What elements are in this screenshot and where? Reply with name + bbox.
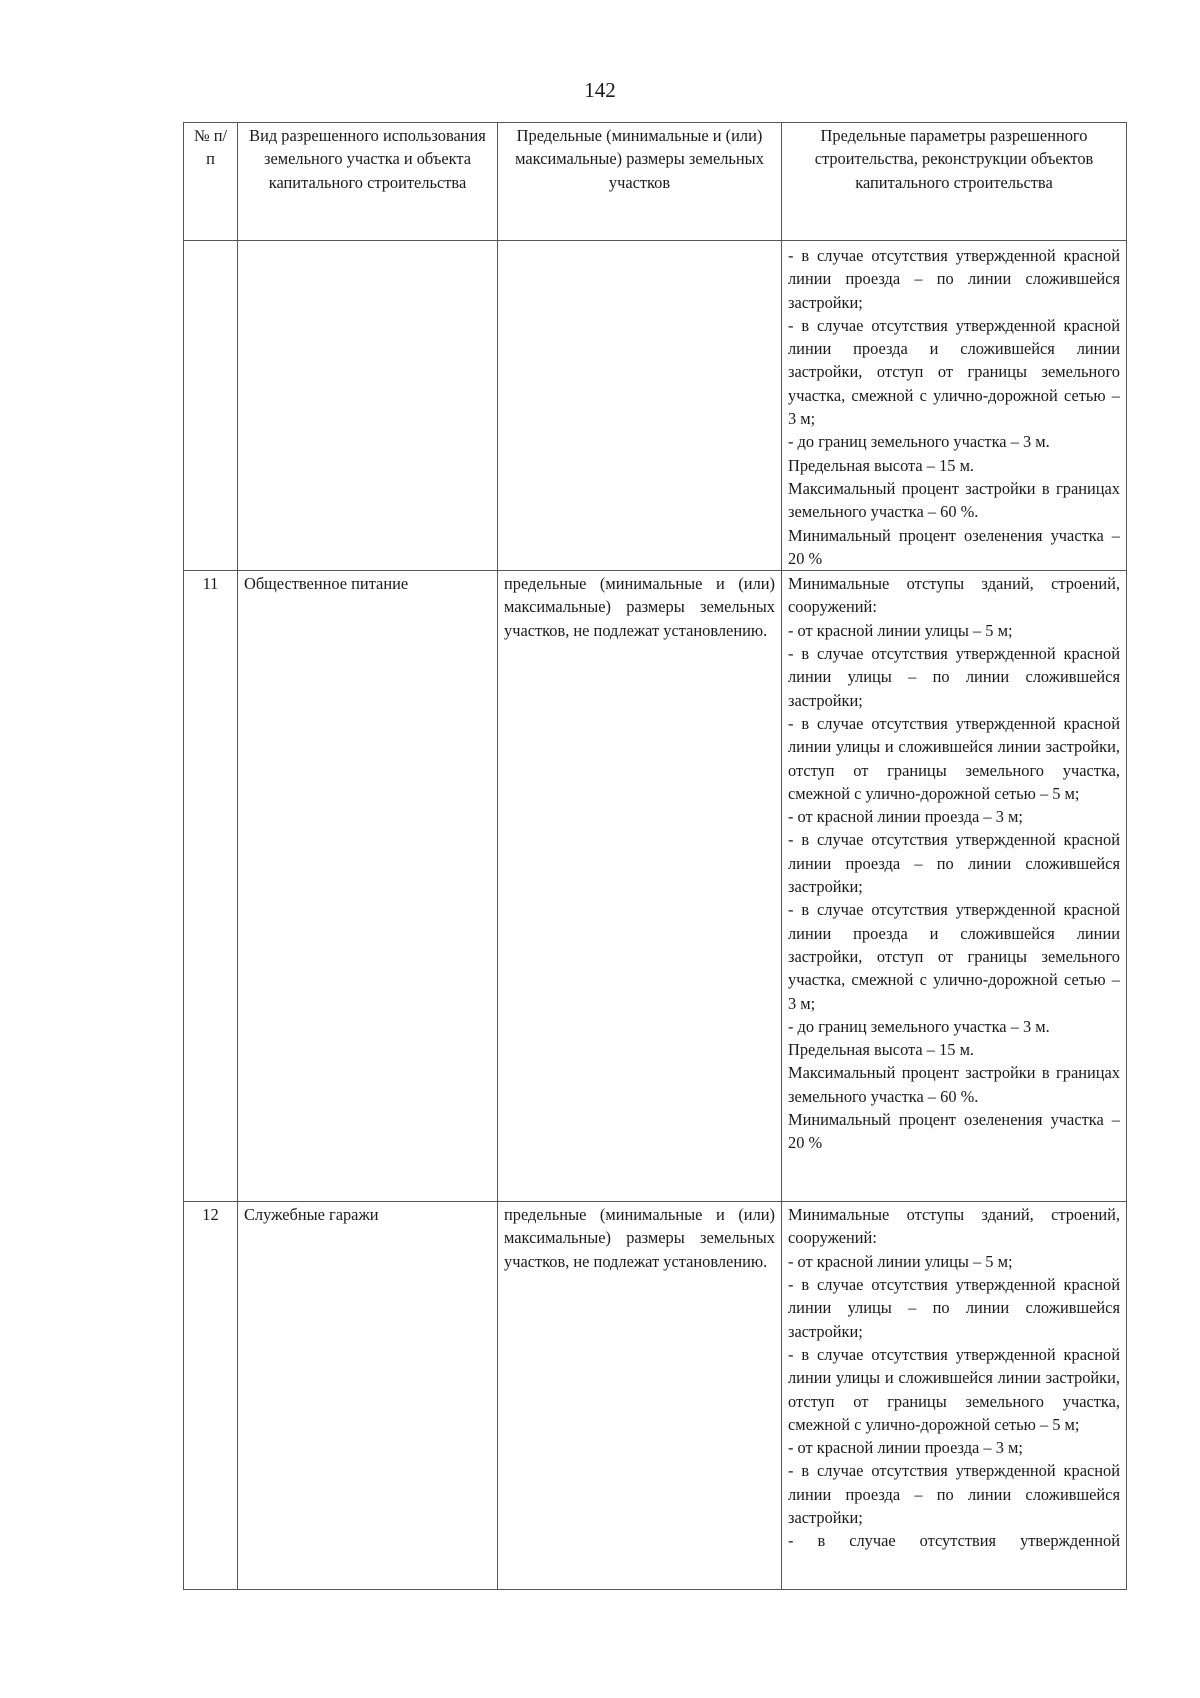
- row-number: 11: [184, 571, 238, 1202]
- param-line: - в случае отсутствия утвержденной красной линии проезда – по линии сложившейся застройки;: [788, 246, 1120, 312]
- param-line: - от красной линии улицы – 5 м;: [788, 1251, 1013, 1271]
- param-line: - в случае отсутствия утвержденной красной линии улицы – по линии сложившейся застройки;: [788, 1275, 1120, 1341]
- row-plot-size: [498, 571, 782, 1202]
- param-line: - в случае отсутствия утвержденной красной линии улицы – по линии сложившейся застройки;: [788, 644, 1120, 710]
- row-permitted-use: [238, 241, 498, 571]
- param-line: Предельная высота – 15 м.: [788, 1040, 975, 1060]
- row-params: [782, 571, 1127, 1202]
- header-plot-size: Предельные (минимальные и (или) максимальные) размеры земельных участков: [498, 123, 782, 241]
- plot-size-text: предельные (минимальные и (или) максимальные) размеры земельных участков, не подлежат установлению.: [504, 1205, 775, 1271]
- param-line: - до границ земельного участка – 3 м.: [788, 432, 1050, 452]
- header-number: № п/п: [184, 123, 238, 241]
- param-line: - в случае отсутствия утвержденной красной линии проезда – по линии сложившейся застройки;: [788, 830, 1120, 897]
- param-line: - в случае отсутствия утвержденной красной линии проезда и сложившейся линии застройки, отступ от границы земельного участка, смежной с улично-дорожной сетью – 3 м;: [788, 315, 1120, 429]
- param-line: - в случае отсутствия утвержденной красной линии проезда и сложившейся линии застройки, отступ от границы земельного участка, смежной с улично-дорожной сетью – 3 м;: [788, 900, 1120, 1013]
- param-line: Минимальный процент озеленения участка – 20 %: [788, 1109, 1120, 1153]
- row-number: 12: [184, 1202, 238, 1590]
- param-line: Минимальные отступы зданий, строений, сооружений:: [788, 574, 1120, 617]
- table-row: [184, 1202, 1127, 1590]
- param-line: Минимальный процент озеленения участка – 20 %: [788, 525, 1120, 568]
- row-permitted-use: Служебные гаражи: [238, 1202, 498, 1590]
- page-number: 142: [584, 78, 616, 102]
- plot-size-text: предельные (минимальные и (или) максимальные) размеры земельных участков, не подлежат установлению.: [504, 574, 775, 640]
- param-line: Максимальный процент застройки в границах земельного участка – 60 %.: [788, 1063, 1120, 1106]
- header-permitted-use: Вид разрешенного использования земельного участка и объекта капитального строительства: [238, 123, 498, 241]
- param-line: Максимальный процент застройки в границах земельного участка – 60 %.: [788, 478, 1120, 522]
- param-line: - от красной линии улицы – 5 м;: [788, 620, 1013, 640]
- table-row: [184, 571, 1127, 1202]
- param-line: - в случае отсутствия утвержденной красной линии улицы и сложившейся линии застройки, отступ от границы земельного участка, смежной с улично-дорожной сетью – 5 м;: [788, 1344, 1120, 1434]
- row-permitted-use: Общественное питание: [238, 571, 498, 1202]
- table-header-row: [184, 123, 1127, 241]
- param-line: Минимальные отступы зданий, строений, сооружений:: [788, 1205, 1120, 1248]
- param-line: - в случае отсутствия утвержденной: [788, 1531, 1120, 1551]
- param-line: Предельная высота – 15 м.: [788, 455, 975, 475]
- regulations-table: [183, 122, 1127, 1590]
- row-params: [782, 241, 1127, 571]
- param-line: - в случае отсутствия утвержденной красной линии улицы и сложившейся линии застройки, отступ от границы земельного участка, смежной с улично-дорожной сетью – 5 м;: [788, 713, 1120, 803]
- param-line: - от красной линии проезда – 3 м;: [788, 1438, 1023, 1458]
- row-number: [184, 241, 238, 571]
- row-params: [782, 1202, 1127, 1590]
- header-construction-params: Предельные параметры разрешенного строительства, реконструкции объектов капитального строительства: [782, 123, 1127, 241]
- row-plot-size: [498, 241, 782, 571]
- param-line: - до границ земельного участка – 3 м.: [788, 1016, 1050, 1036]
- param-line: - в случае отсутствия утвержденной красной линии проезда – по линии сложившейся застройки;: [788, 1461, 1120, 1528]
- row-plot-size: [498, 1202, 782, 1590]
- table-row-continued: [184, 241, 1127, 571]
- param-line: - от красной линии проезда – 3 м;: [788, 807, 1023, 827]
